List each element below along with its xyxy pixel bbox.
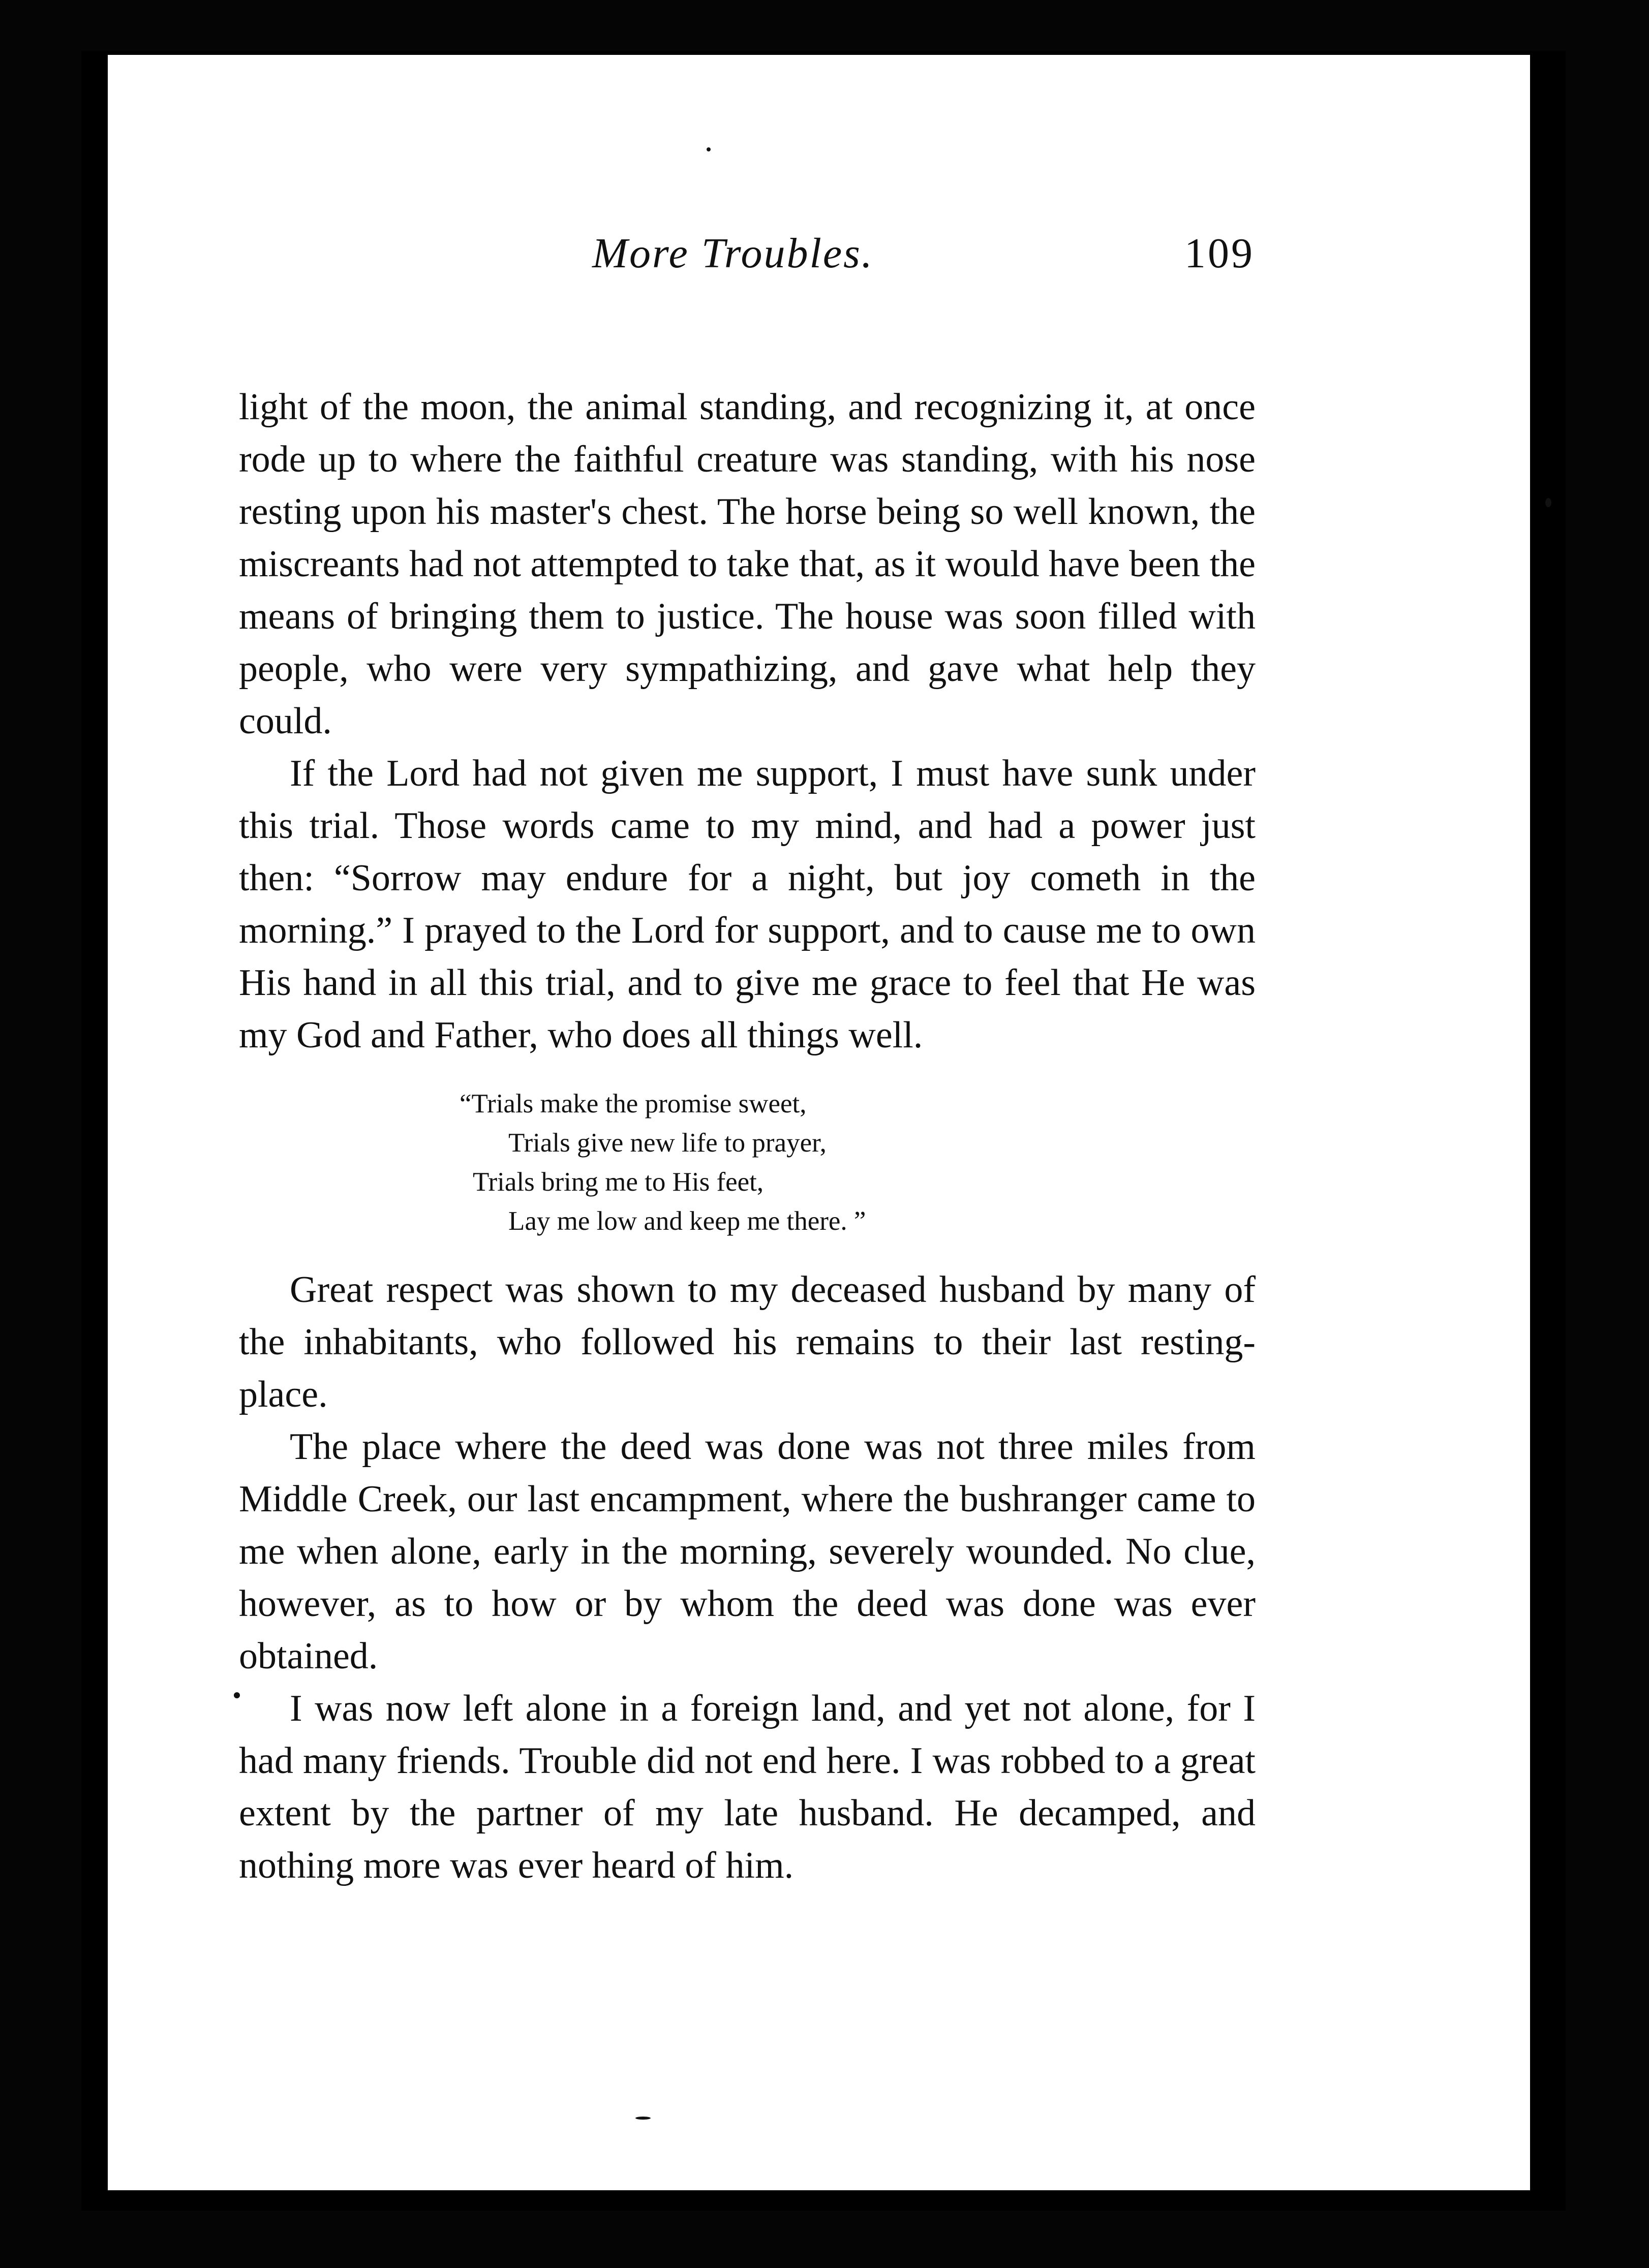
scan-speck xyxy=(1545,498,1551,507)
paragraph: light of the moon, the animal standing, and recognizing it, at once rode up to where the faithful creature was standing, with his nose resting upon his master's chest. The horse being so well known, the miscreants had not attempted to take that, as it would have been the means of bringing them to justice. The house was soon filled with people, who were very sympathizing, and gave what help they could. xyxy=(239,386,1256,742)
scan-speck xyxy=(635,2117,651,2120)
verse-line: Trials give new life to prayer, xyxy=(508,1128,827,1158)
page-edge-bottom xyxy=(81,2190,1566,2211)
verse-quotation xyxy=(460,1084,1256,1241)
page-edge-right xyxy=(1530,51,1566,2211)
page-number: 109 xyxy=(1184,230,1255,277)
verse-line: Lay me low and keep me there. ” xyxy=(508,1206,866,1236)
paragraph: The place where the deed was done was not three miles from Middle Creek, our last encampment, where the bushranger came to me when alone, early in the morning, severely wounded. No clue, however, as to how or by whom the deed was done was ever obtained. xyxy=(239,1426,1256,1677)
verse-open-quote: “ xyxy=(460,1089,472,1119)
book-page xyxy=(81,51,1566,2211)
paragraph: I was now left alone in a foreign land, and yet not alone, for I had many friends. Trouble did not end here. I was robbed to a great extent by the partner of my late husband. He decamped, and nothing more was ever heard of him. xyxy=(239,1688,1256,1886)
verse-line-text: Trials make the promise sweet, xyxy=(471,1089,807,1119)
page-edge-left xyxy=(81,51,108,2211)
scan-speck xyxy=(707,147,711,151)
body-text xyxy=(239,381,1256,1892)
verse-line xyxy=(460,1084,1256,1124)
chapter-title: More Troubles. xyxy=(592,230,874,277)
running-head xyxy=(81,229,1566,290)
page-edge-top xyxy=(81,51,1566,55)
paragraph: Great respect was shown to my deceased husband by many of the inhabitants, who followed his remains to their last resting-place. xyxy=(239,1269,1256,1415)
verse-line: Trials bring me to His feet, xyxy=(473,1167,764,1197)
paragraph: If the Lord had not given me support, I must have sunk under this trial. Those words came to my mind, and had a power just then: “Sorrow may endure for a night, but joy cometh in the morning.” I prayed to the Lord for support, and to cause me to own His hand in all this trial, and to give me grace to feel that He was my God and Father, who does all things well. xyxy=(239,753,1256,1056)
